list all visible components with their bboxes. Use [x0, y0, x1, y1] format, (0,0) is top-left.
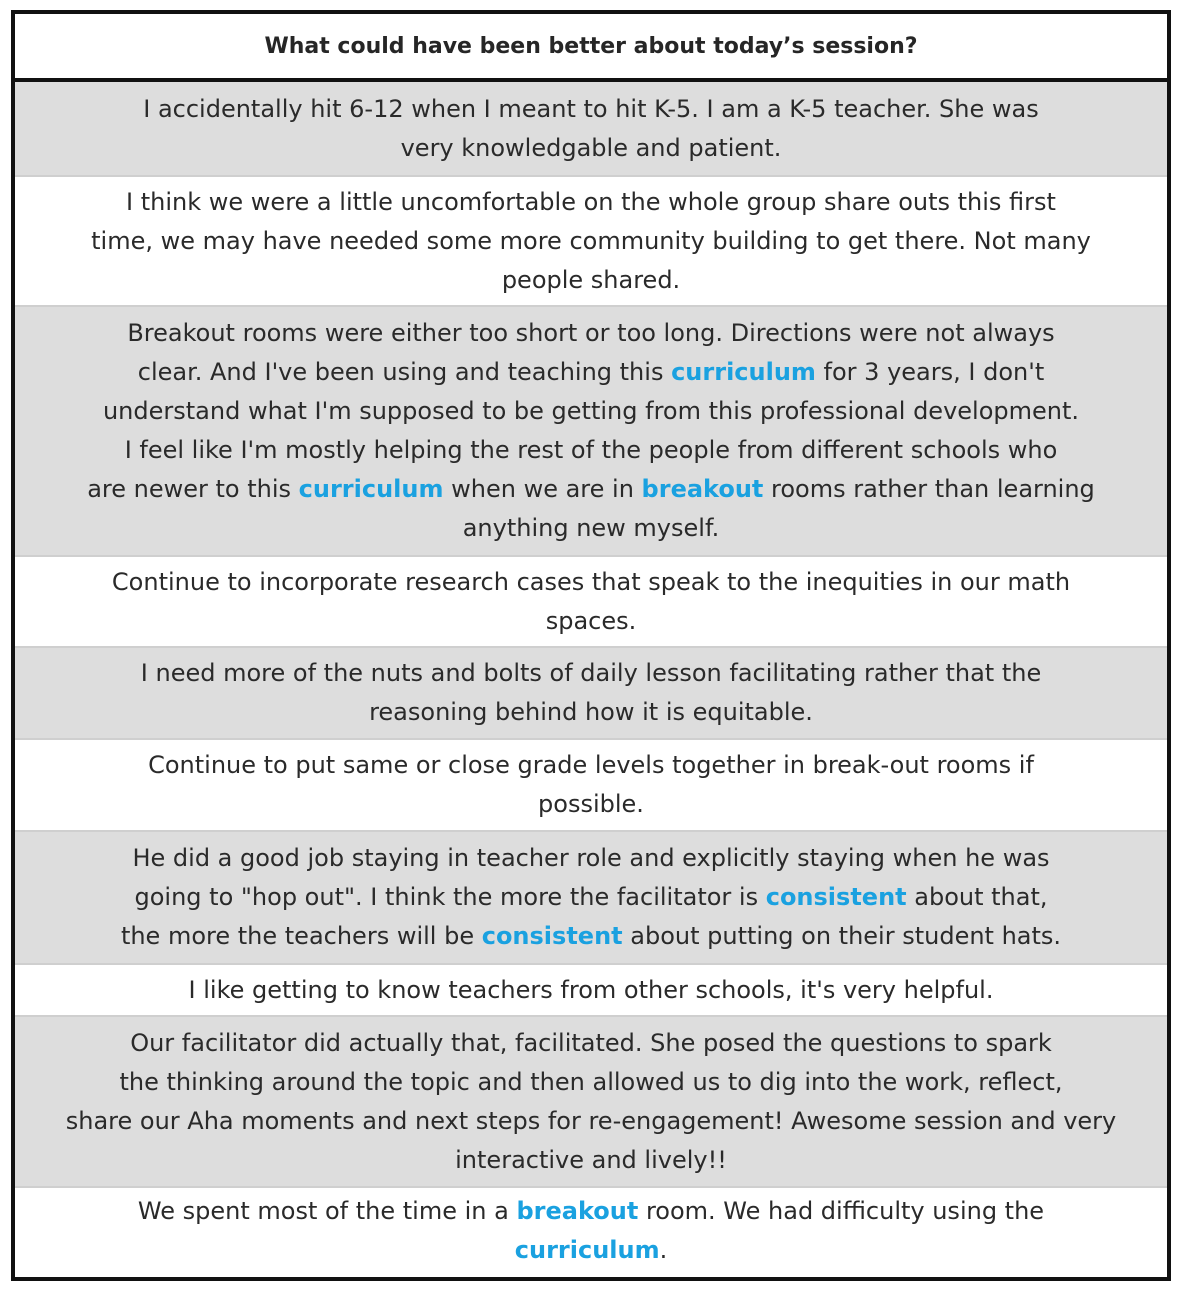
highlight-keyword: curriculum: [298, 475, 444, 503]
highlight-keyword: consistent: [481, 922, 623, 950]
response-line: are newer to this curriculum when we are in breakout rooms rather than learning: [87, 475, 1095, 503]
response-line: very knowledgable and patient.: [400, 133, 782, 162]
response-row-4: [15, 555, 1167, 646]
response-line: people shared.: [501, 265, 681, 294]
highlight-keyword: breakout: [516, 1196, 639, 1225]
response-line: I think we were a little uncomfortable on the whole group share outs this first: [126, 187, 1056, 216]
response-row-6: [15, 738, 1167, 830]
response-line: We spent most of the time in a breakout room. We had difficulty using the: [137, 1196, 1045, 1225]
response-line: the more the teachers will be consistent about putting on their student hats.: [120, 922, 1062, 950]
response-line: Continue to incorporate research cases that speak to the inequities in our math: [111, 567, 1071, 596]
response-line: Breakout rooms were either too short or too long. Directions were not always: [127, 319, 1055, 347]
response-line: understand what I'm supposed to be getting from this professional development.: [102, 397, 1080, 425]
response-row-2: [15, 175, 1167, 305]
table-header: [15, 14, 1167, 82]
highlight-keyword: curriculum: [514, 1235, 660, 1264]
response-row-3: [15, 305, 1167, 555]
response-line: I like getting to know teachers from other schools, it's very helpful.: [188, 975, 994, 1004]
response-row-7: [15, 830, 1167, 963]
response-line: He did a good job staying in teacher role and explicitly staying when he was: [132, 844, 1050, 872]
response-line: curriculum.: [514, 1235, 668, 1264]
response-line: the thinking around the topic and then allowed us to dig into the work, reflect,: [119, 1067, 1063, 1096]
response-row-10: [15, 1186, 1167, 1273]
response-row-5: [15, 646, 1167, 738]
response-line: Our facilitator did actually that, facilitated. She posed the questions to spark: [130, 1028, 1052, 1057]
response-row-8: [15, 963, 1167, 1015]
highlight-keyword: consistent: [765, 883, 907, 911]
highlight-keyword: breakout: [641, 475, 764, 503]
response-row-1: [15, 82, 1167, 175]
response-line: anything new myself.: [462, 514, 720, 542]
response-line: I need more of the nuts and bolts of daily lesson facilitating rather that the: [140, 659, 1042, 687]
table-title: What could have been better about today’s session?: [264, 33, 918, 59]
response-line: spaces.: [545, 606, 637, 635]
response-line: I feel like I'm mostly helping the rest of the people from different schools who: [124, 436, 1058, 464]
response-line: reasoning behind how it is equitable.: [369, 698, 813, 726]
response-row-9: [15, 1015, 1167, 1186]
highlight-keyword: curriculum: [671, 358, 816, 386]
response-line: interactive and lively!!: [455, 1145, 727, 1174]
response-line: time, we may have needed some more community building to get there. Not many: [91, 226, 1091, 255]
response-line: clear. And I've been using and teaching this curriculum for 3 years, I don't: [137, 358, 1045, 386]
response-line: Continue to put same or close grade levels together in break-out rooms if: [148, 751, 1034, 779]
response-line: I accidentally hit 6-12 when I meant to hit K-5. I am a K-5 teacher. She was: [143, 94, 1039, 123]
response-line: share our Aha moments and next steps for re-engagement! Awesome session and very: [65, 1106, 1117, 1135]
response-line: going to "hop out". I think the more the facilitator is consistent about that,: [134, 883, 1048, 911]
feedback-table: [11, 10, 1171, 1281]
response-line: possible.: [538, 790, 644, 818]
